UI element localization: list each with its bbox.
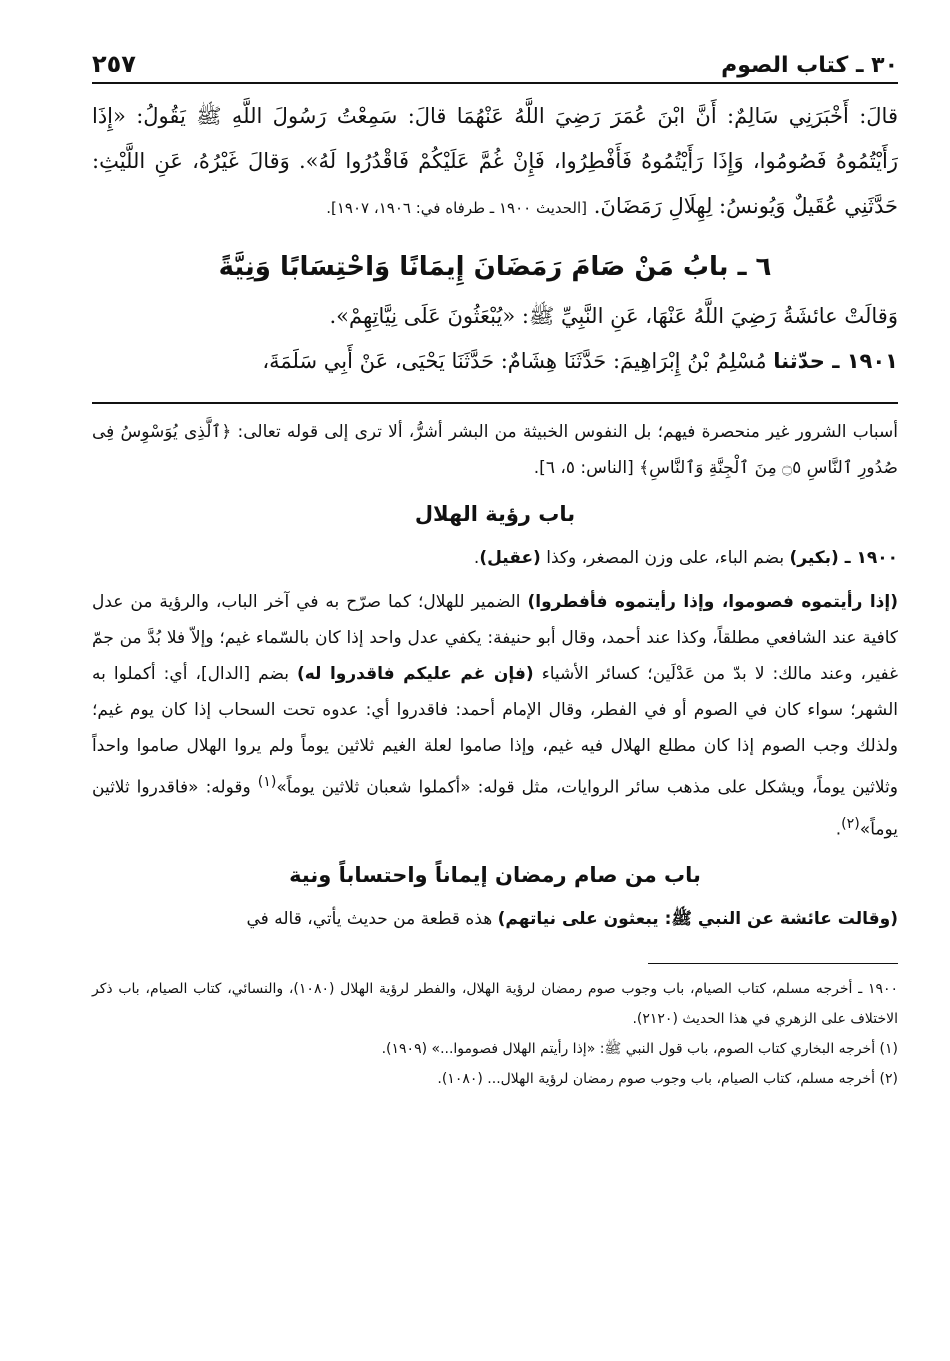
footnote-marker[interactable]: (١): [257, 774, 277, 790]
page-number: ٢٥٧: [92, 50, 136, 78]
hadith-1900-reference: [الحديث ١٩٠٠ ـ طرفاه في: ١٩٠٦، ١٩٠٧].: [326, 199, 588, 217]
commentary-keyword: (عقيل): [479, 548, 541, 568]
hadith-1901-paragraph: [92, 339, 898, 384]
footnote-1: (١) أخرجه البخاري كتاب الصوم، باب قول النبي ﷺ: «إذا رأيتم الهلال فصوموا...» (١٩٠٩).: [381, 1041, 898, 1058]
commentary-heading-intention: باب من صام رمضان إيماناً واحتساباً ونية: [289, 863, 701, 888]
commentary-text: بضم الباء، على وزن المصغر، وكذا: [546, 548, 785, 568]
commentary-paragraph: [92, 901, 898, 937]
commentary-keyword: (إذا رأيتموه فصوموا، وإذا رأيتموه فأفطروا): [527, 592, 898, 612]
hadith-paragraph: [92, 94, 898, 231]
commentary-heading-moon-sighting: باب رؤية الهلال: [414, 502, 576, 526]
chapter-heading: ٦ ـ بابُ مَنْ صَامَ رَمَضَانَ إِيمَانًا وَاحْتِسَابًا وَنِيَّةً: [218, 252, 772, 282]
chapter-title: ٣٠ ـ كتاب الصوم: [721, 53, 898, 78]
hadith-1901-number: ١٩٠١ ـ حدّثنا: [773, 349, 898, 373]
commentary-keyword: ١٩٠٠ ـ (بكير): [789, 548, 898, 568]
commentary-text: .: [835, 819, 842, 840]
commentary-paragraph: [92, 540, 898, 576]
commentary-paragraph: أسباب الشرور غير منحصرة فيهم؛ بل النفوس الخبيثة من البشر أشرُّ، ألا ترى إلى قوله تعالى: ﴿ٱلَّذِى يُوَسْوِسُ فِى صُدُورِ ٱلنَّاسِ ۝٥ مِنَ ٱلْجِنَّةِ وَٱلنَّاسِ﴾ [الناس: ٥، ٦].: [92, 422, 898, 478]
hadith-1901-text: مُسْلِمُ بْنُ إِبْرَاهِيمَ: حَدَّثَنَا هِشَامٌ: حَدَّثَنَا يَحْيَى، عَنْ أَبِي سَلَمَةَ،: [262, 349, 767, 373]
footnote-divider: [648, 963, 898, 964]
running-head: [92, 30, 898, 84]
footnote-2: (٢) أخرجه مسلم، كتاب الصيام، باب وجوب صوم رمضان لرؤية الهلال... (١٠٨٠).: [437, 1071, 898, 1088]
footnote-1900: ١٩٠٠ ـ أخرجه مسلم، كتاب الصيام، باب وجوب صوم رمضان لرؤية الهلال، والفطر لرؤية الهلال (١٠٨٠)، والنسائي، كتاب الصيام، باب ذكر الاختلاف على الزهري في هذا الحديث (٢١٢٠).: [92, 981, 899, 1028]
commentary-text: .: [473, 548, 480, 568]
commentary-keyword: (فإن غم عليكم فاقدروا له): [296, 664, 534, 684]
commentary-keyword: (وقالت عائشة عن النبي ﷺ: يبعثون على نياتهم): [497, 909, 898, 930]
commentary-text: بضم [الدال]، أي: أكملوا به الشهر؛ سواء كان في الصوم أو في الفطر، وقال الإمام أحمد: فاقدروا أي: عدوه تحت السحاب إذا كان يوم غيم؛ ولذلك وجب الصوم إذا كان مطلع الهلال فيه غيم، وإذا صاموا لعلة الغيم ثلاثين يوماً ولم يروا الهلال صاموا واحداً وثلاثين يوماً، ويشكل على مذهب سائر الروايات، مثل قوله: «أكملوا شعبان ثلاثين يوماً»: [92, 664, 898, 798]
hadith-text: [92, 94, 898, 384]
commentary: [92, 414, 898, 937]
commentary-text: الضمير للهلال؛ كما صرّح به في آخر الباب، والرؤية من عدل كافية عند الشافعي مطلقاً، وكذا عند أحمد، وقال أبو حنيفة: يكفي عدل واحد إذا كان بالسّماء غيم؛ وإلاّ فلا بُدَّ من جمّ غفير، وعند مالك: لا بدّ من عَدْلَين؛ كسائر الأشياء: [92, 592, 899, 684]
book-page: [92, 30, 898, 1094]
footnotes: [92, 974, 898, 1094]
commentary-paragraph: [92, 584, 898, 847]
aisha-narration: وَقالَتْ عائشَةُ رَضِيَ اللَّهُ عَنْهَا، عَنِ النَّبِيِّ ﷺ: «يُبْعَثُونَ عَلَى نِيَّاتِهِمْ».: [329, 304, 898, 328]
footnote-marker[interactable]: (٢): [841, 815, 860, 832]
commentary-text: هذه قطعة من حديث يأتي، قاله في: [246, 909, 493, 930]
hadith-1900-text: قالَ: أَخْبَرَنِي سَالِمٌ: أَنَّ ابْنَ عُمَرَ رَضِيَ اللَّهُ عَنْهُمَا قالَ: سَمِعْتُ رَسُولَ اللَّهِ ﷺ يَقُولُ: «إِذَا رَأَيْتُمُوهُ فَصُومُوا، وَإِذَا رَأَيْتُمُوهُ فَأَفْطِرُوا، فَإِنْ غُمَّ عَلَيْكُمْ فَاقْدُرُوا لَهُ». وَقالَ غَيْرُهُ، عَنِ اللَّيْثِ: حَدَّثَنِي عُقَيلٌ وَيُونسُ: لِهِلَالِ رَمَضَانَ.: [92, 104, 898, 218]
section-divider: [92, 402, 898, 404]
commentary-text: وقوله: «فاقدروا ثلاثين يوماً»: [92, 777, 898, 840]
